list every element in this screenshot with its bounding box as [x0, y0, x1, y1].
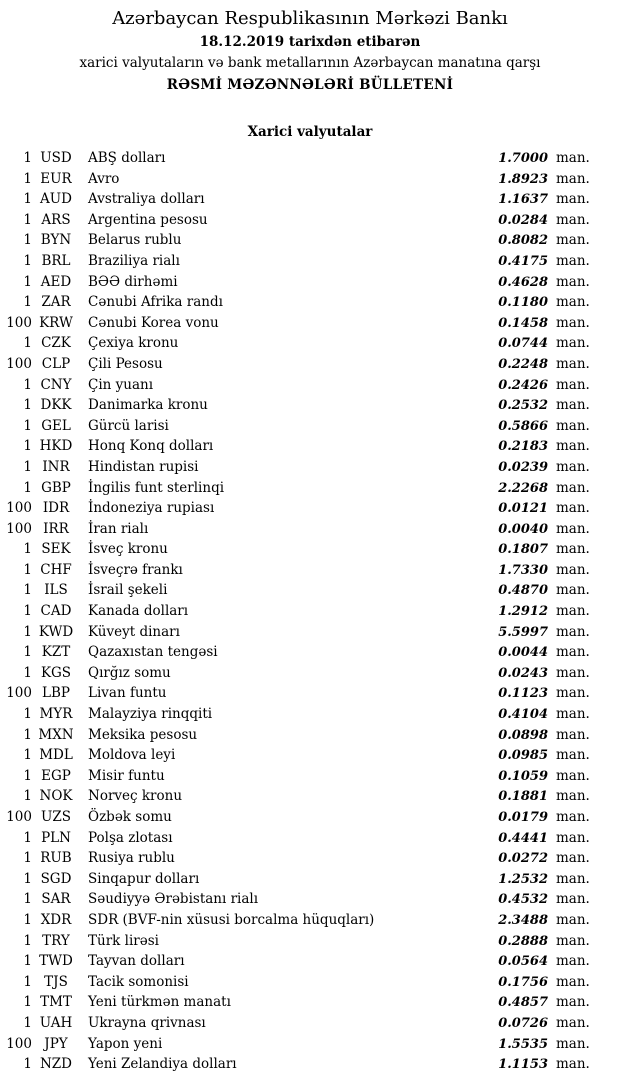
rate-value: 0.4857 [498, 995, 548, 1011]
quantity-cell: 1 [23, 438, 32, 455]
rate-value: 0.8082 [498, 233, 548, 249]
currency-code: ARS [41, 211, 71, 228]
table-row [0, 272, 590, 293]
unit-label: man. [556, 479, 590, 496]
currency-name: Norveç kronu [88, 788, 183, 805]
table-row [0, 1054, 590, 1075]
rate-value: 1.2532 [498, 871, 548, 887]
currency-code: TRY [42, 932, 70, 949]
currency-code: BYN [40, 232, 72, 249]
quantity-cell: 100 [6, 520, 32, 537]
effective-date: 18.12.2019 tarixdən etibarən [199, 34, 421, 50]
table-row [0, 210, 590, 231]
currency-code: CZK [41, 335, 71, 352]
unit-label: man. [556, 1014, 590, 1031]
table-row [0, 848, 590, 869]
unit-label: man. [556, 870, 590, 887]
currency-name: Küveyt dinarı [88, 623, 180, 640]
quantity-cell: 1 [23, 932, 32, 949]
quantity-cell: 1 [23, 294, 32, 311]
table-row [0, 436, 590, 457]
quantity-cell: 1 [23, 644, 32, 661]
currency-code: MXN [38, 726, 74, 743]
quantity-cell: 1 [23, 664, 32, 681]
currency-code: RUB [40, 850, 72, 867]
rate-value: 1.1637 [498, 192, 548, 208]
unit-label: man. [556, 397, 590, 414]
unit-label: man. [556, 273, 590, 290]
currency-code: MYR [39, 706, 73, 723]
rate-value: 0.5866 [498, 418, 548, 434]
unit-label: man. [556, 355, 590, 372]
currency-code: TJS [44, 973, 68, 990]
quantity-cell: 1 [23, 1014, 32, 1031]
currency-name: İsveç kronu [88, 541, 168, 558]
quantity-cell: 1 [23, 170, 32, 187]
currency-name: Cənubi Afrika randı [88, 294, 223, 311]
currency-code: EUR [40, 170, 72, 187]
currency-name: Livan funtu [88, 685, 167, 702]
table-row [0, 663, 590, 684]
table-row [0, 992, 590, 1013]
quantity-cell: 1 [23, 891, 32, 908]
currency-name: Qırğız somu [88, 664, 171, 681]
table-row [0, 704, 590, 725]
currency-code: IDR [42, 500, 70, 517]
unit-label: man. [556, 438, 590, 455]
table-row [0, 457, 590, 478]
quantity-cell: 1 [23, 479, 32, 496]
rate-value: 1.2912 [498, 604, 548, 620]
currency-code: MDL [39, 747, 73, 764]
quantity-cell: 1 [23, 211, 32, 228]
rate-value: 0.0744 [498, 336, 548, 352]
table-row [0, 1034, 590, 1055]
rate-value: 0.2426 [498, 377, 548, 393]
unit-label: man. [556, 685, 590, 702]
currency-code: EGP [41, 767, 71, 784]
currency-name: SDR (BVF-nin xüsusi borcalma hüquqları) [88, 911, 375, 928]
rate-value: 1.1153 [498, 1057, 548, 1073]
quantity-cell: 100 [6, 314, 32, 331]
rate-value: 0.4532 [498, 892, 548, 908]
quantity-cell: 100 [6, 685, 32, 702]
unit-label: man. [556, 541, 590, 558]
table-row [0, 478, 590, 499]
currency-code: NZD [39, 1056, 73, 1073]
currency-name: Səudiyyə Ərəbistanı rialı [88, 891, 259, 908]
rate-value: 0.0239 [498, 459, 548, 475]
currency-name: İndoneziya rupiası [88, 500, 215, 517]
currency-code: SGD [40, 870, 72, 887]
table-row [0, 931, 590, 952]
rate-value: 2.3488 [498, 912, 548, 928]
unit-label: man. [556, 417, 590, 434]
rate-value: 0.4628 [498, 274, 548, 290]
bulletin-title: RƏSMİ MƏZƏNNƏLƏRİ BÜLLETENİ [166, 77, 454, 93]
currency-name: Danimarka kronu [88, 397, 208, 414]
currency-name: İngilis funt sterlinqi [88, 479, 225, 496]
quantity-cell: 1 [23, 973, 32, 990]
table-row [0, 807, 590, 828]
quantity-cell: 1 [23, 829, 32, 846]
table-row [0, 725, 590, 746]
currency-name: Belarus rublu [88, 232, 182, 249]
rate-value: 0.2248 [498, 356, 548, 372]
table-row [0, 148, 590, 169]
currency-name: Braziliya rialı [88, 252, 180, 269]
unit-label: man. [556, 582, 590, 599]
currency-name: Yapon yeni [88, 1035, 163, 1052]
currency-name: Sinqapur dolları [88, 870, 200, 887]
currency-code: AUD [40, 191, 72, 208]
unit-label: man. [556, 767, 590, 784]
currency-code: DKK [40, 397, 72, 414]
rate-value: 0.0564 [498, 954, 548, 970]
currency-name: İran rialı [88, 520, 149, 537]
unit-label: man. [556, 170, 590, 187]
rate-value: 0.0044 [498, 645, 548, 661]
rate-value: 0.1059 [498, 768, 548, 784]
table-row [0, 766, 590, 787]
currency-name: Misir funtu [88, 767, 165, 784]
currency-code: SAR [41, 891, 71, 908]
unit-label: man. [556, 726, 590, 743]
quantity-cell: 1 [23, 850, 32, 867]
currency-name: Kanada dolları [88, 603, 189, 620]
table-row [0, 869, 590, 890]
currency-code: LBP [42, 685, 70, 702]
unit-label: man. [556, 623, 590, 640]
currency-code: XDR [40, 911, 72, 928]
table-row [0, 745, 590, 766]
rate-value: 0.1881 [498, 789, 548, 805]
table-row [0, 189, 590, 210]
currency-name: ABŞ dolları [88, 150, 166, 166]
currency-name: Özbək somu [88, 809, 172, 825]
quantity-cell: 1 [23, 582, 32, 599]
unit-label: man. [556, 1035, 590, 1052]
table-row [0, 251, 590, 272]
subtitle: xarici valyutaların və bank metallarının Azərbaycan manatına qarşı [79, 55, 541, 71]
rate-value: 2.2268 [498, 480, 548, 496]
currency-code: KZT [41, 644, 71, 661]
currency-name: Avstraliya dolları [88, 191, 205, 208]
table-row [0, 416, 590, 437]
currency-code: JPY [44, 1035, 68, 1052]
quantity-cell: 1 [23, 335, 32, 352]
currency-code: TMT [40, 994, 72, 1011]
table-row [0, 169, 590, 190]
rate-value: 5.5997 [498, 624, 548, 640]
quantity-cell: 1 [23, 252, 32, 269]
unit-label: man. [556, 603, 590, 620]
table-row [0, 889, 590, 910]
quantity-cell: 1 [23, 726, 32, 743]
table-row [0, 354, 590, 375]
currency-name: Moldova leyi [88, 747, 176, 764]
unit-label: man. [556, 232, 590, 249]
table-row [0, 683, 590, 704]
unit-label: man. [556, 458, 590, 475]
quantity-cell: 1 [23, 232, 32, 249]
quantity-cell: 1 [23, 191, 32, 208]
unit-label: man. [556, 911, 590, 928]
quantity-cell: 1 [23, 1056, 32, 1073]
currency-name: Çin yuanı [88, 376, 154, 393]
currency-code: ZAR [41, 294, 71, 311]
table-row [0, 910, 590, 931]
currency-code: UAH [39, 1014, 73, 1031]
currency-code: CHF [40, 561, 72, 578]
currency-code: ILS [44, 582, 68, 599]
unit-label: man. [556, 335, 590, 352]
quantity-cell: 1 [23, 397, 32, 414]
table-row [0, 828, 590, 849]
unit-label: man. [556, 314, 590, 331]
rate-value: 0.0985 [498, 748, 548, 764]
currency-code: GBP [41, 479, 71, 496]
rate-value: 0.0243 [498, 665, 548, 681]
rates-table [0, 148, 620, 1075]
unit-label: man. [556, 294, 590, 311]
quantity-cell: 100 [6, 500, 32, 517]
quantity-cell: 1 [23, 603, 32, 620]
rate-value: 0.0040 [498, 521, 548, 537]
rate-value: 0.0272 [498, 851, 548, 867]
unit-label: man. [556, 664, 590, 681]
table-row [0, 230, 590, 251]
table-row [0, 519, 590, 540]
page-title: Azərbaycan Respublikasının Mərkəzi Bankı [112, 8, 508, 29]
quantity-cell: 100 [6, 809, 32, 825]
currency-code: PLN [41, 829, 71, 846]
table-row [0, 292, 590, 313]
currency-code: CNY [40, 376, 72, 393]
rate-value: 0.2888 [498, 933, 548, 949]
table-row [0, 333, 590, 354]
currency-name: Honq Konq dolları [88, 438, 214, 455]
currency-code: BRL [41, 252, 71, 269]
currency-name: Çexiya kronu [88, 335, 179, 352]
rate-value: 1.5535 [498, 1036, 548, 1052]
rate-value: 1.7000 [498, 151, 548, 166]
rate-value: 0.2183 [498, 439, 548, 455]
currency-code: SEK [41, 541, 71, 558]
currency-name: BƏƏ dirhəmi [88, 273, 178, 290]
table-row [0, 951, 590, 972]
rate-value: 0.4175 [498, 253, 548, 269]
currency-name: Meksika pesosu [88, 726, 198, 743]
currency-code: KWD [38, 623, 74, 640]
unit-label: man. [556, 561, 590, 578]
rate-value: 0.0284 [498, 212, 548, 228]
unit-label: man. [556, 644, 590, 661]
unit-label: man. [556, 191, 590, 208]
currency-name: Malayziya rinqqiti [88, 706, 213, 723]
table-row [0, 642, 590, 663]
currency-name: Qazaxıstan tengəsi [88, 644, 218, 661]
currency-code: CAD [40, 603, 72, 620]
unit-label: man. [556, 252, 590, 269]
currency-code: UZS [40, 809, 71, 825]
quantity-cell: 1 [23, 994, 32, 1011]
rate-value: 0.4870 [498, 583, 548, 599]
currency-code: IRR [43, 520, 69, 537]
quantity-cell: 1 [23, 767, 32, 784]
quantity-cell: 1 [23, 417, 32, 434]
section-title: Xarici valyutalar [247, 124, 373, 140]
currency-name: Avro [88, 170, 120, 187]
currency-name: Cənubi Korea vonu [88, 314, 219, 331]
currency-name: Tayvan dolları [88, 953, 185, 970]
table-row [0, 580, 590, 601]
currency-name: Rusiya rublu [88, 850, 175, 867]
table-row [0, 601, 590, 622]
unit-label: man. [556, 500, 590, 517]
table-row [0, 560, 590, 581]
unit-label: man. [556, 747, 590, 764]
rate-value: 0.1458 [498, 315, 548, 331]
rate-value: 0.1807 [498, 542, 548, 558]
unit-label: man. [556, 788, 590, 805]
unit-label: man. [556, 953, 590, 970]
rate-value: 0.1180 [498, 295, 548, 311]
currency-code: AED [40, 273, 72, 290]
unit-label: man. [556, 809, 590, 825]
quantity-cell: 1 [23, 458, 32, 475]
unit-label: man. [556, 520, 590, 537]
unit-label: man. [556, 150, 590, 166]
currency-code: GEL [41, 417, 71, 434]
unit-label: man. [556, 706, 590, 723]
currency-code: KGS [40, 664, 72, 681]
quantity-cell: 1 [23, 561, 32, 578]
rate-value: 0.2532 [498, 398, 548, 414]
quantity-cell: 1 [23, 911, 32, 928]
rate-value: 0.1756 [498, 974, 548, 990]
table-row [0, 539, 590, 560]
table-row [0, 498, 590, 519]
table-row [0, 375, 590, 396]
table-row [0, 622, 590, 643]
table-row [0, 1013, 590, 1034]
rate-value: 0.4441 [498, 830, 548, 846]
currency-code: KRW [39, 314, 73, 331]
quantity-cell: 1 [23, 150, 32, 166]
quantity-cell: 1 [23, 953, 32, 970]
unit-label: man. [556, 932, 590, 949]
unit-label: man. [556, 891, 590, 908]
quantity-cell: 1 [23, 273, 32, 290]
rate-value: 1.7330 [498, 562, 548, 578]
quantity-cell: 1 [23, 376, 32, 393]
unit-label: man. [556, 1056, 590, 1073]
quantity-cell: 1 [23, 706, 32, 723]
rate-value: 0.0179 [498, 810, 548, 825]
currency-name: Çili Pesosu [88, 355, 163, 372]
unit-label: man. [556, 211, 590, 228]
rate-value: 0.0121 [498, 501, 548, 517]
table-row [0, 313, 590, 334]
currency-code: INR [42, 458, 70, 475]
quantity-cell: 1 [23, 623, 32, 640]
unit-label: man. [556, 850, 590, 867]
rate-value: 0.1123 [498, 686, 548, 702]
rate-value: 0.4104 [498, 707, 548, 723]
currency-name: Argentina pesosu [88, 211, 208, 228]
unit-label: man. [556, 376, 590, 393]
currency-name: İsveçrə frankı [88, 561, 183, 578]
currency-name: Türk lirəsi [88, 932, 159, 949]
currency-name: Polşa zlotası [88, 829, 173, 846]
table-row [0, 786, 590, 807]
quantity-cell: 100 [6, 1035, 32, 1052]
quantity-cell: 1 [23, 747, 32, 764]
rate-value: 0.0726 [498, 1015, 548, 1031]
quantity-cell: 1 [23, 870, 32, 887]
quantity-cell: 1 [23, 541, 32, 558]
currency-name: Ukrayna qrivnası [88, 1014, 206, 1031]
quantity-cell: 100 [6, 355, 32, 372]
currency-code: TWD [39, 953, 73, 970]
unit-label: man. [556, 829, 590, 846]
table-row [0, 395, 590, 416]
unit-label: man. [556, 994, 590, 1011]
currency-name: Hindistan rupisi [88, 458, 199, 475]
header [0, 6, 620, 96]
rate-value: 1.8923 [498, 171, 548, 187]
rate-value: 0.0898 [498, 727, 548, 743]
table-row [0, 972, 590, 993]
unit-label: man. [556, 973, 590, 990]
currency-name: Yeni türkmən manatı [88, 994, 231, 1011]
currency-code: CLP [41, 355, 71, 372]
currency-name: Gürcü larisi [88, 417, 169, 434]
currency-name: İsrail şekeli [88, 582, 168, 599]
currency-code: USD [40, 150, 72, 166]
quantity-cell: 1 [23, 788, 32, 805]
currency-name: Yeni Zelandiya dolları [88, 1056, 237, 1073]
currency-code: HKD [39, 438, 73, 455]
currency-code: NOK [39, 788, 73, 805]
currency-name: Tacik somonisi [88, 973, 189, 990]
